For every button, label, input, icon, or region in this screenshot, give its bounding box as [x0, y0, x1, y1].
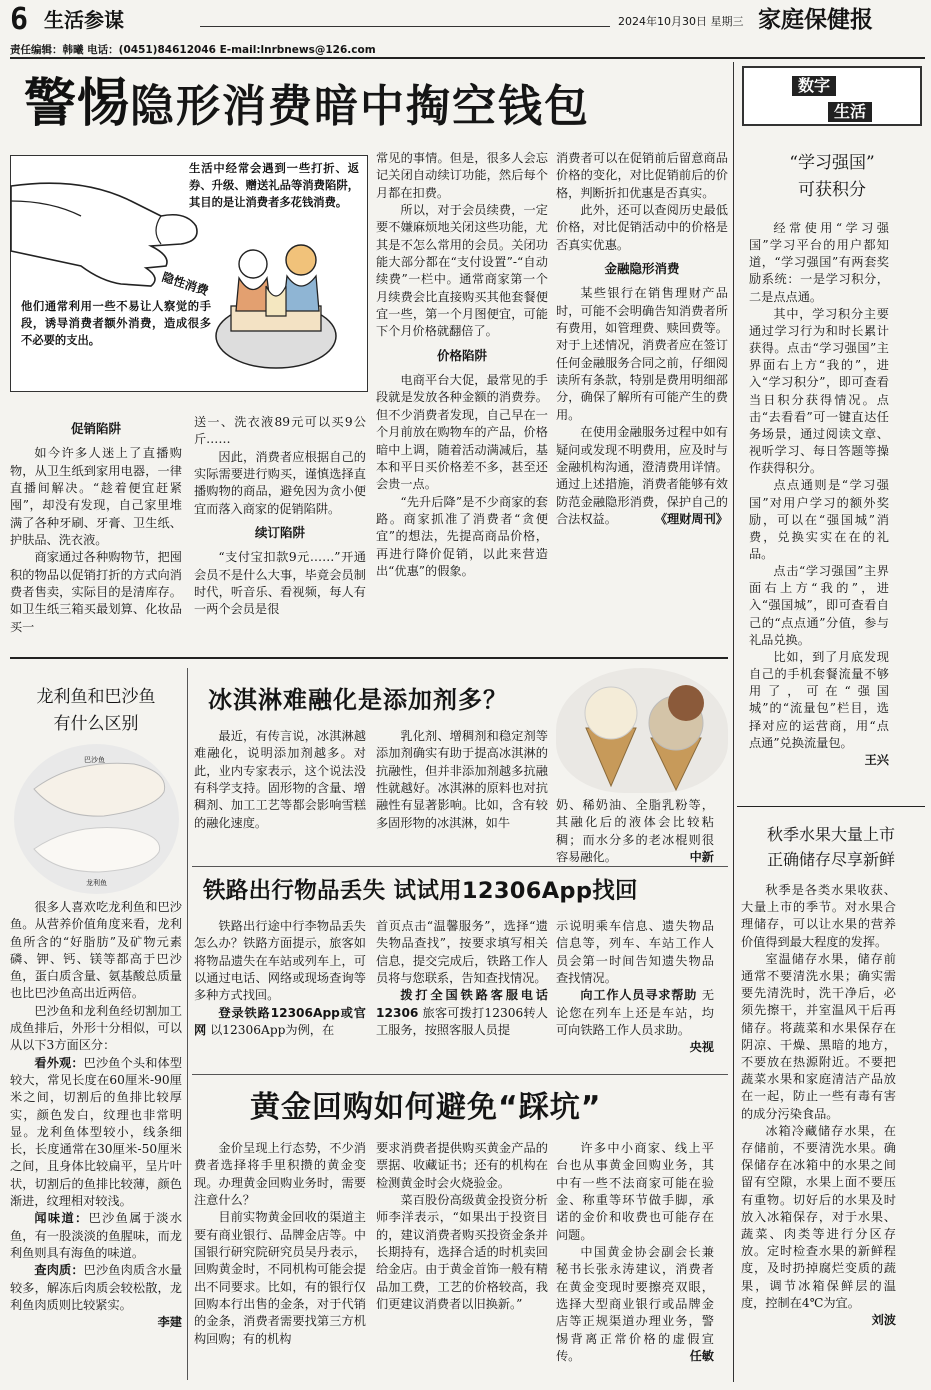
sidebar-tag-line1: 数字: [792, 76, 836, 96]
paragraph: 冰箱冷藏储存水果，在存储前，不要清洗水果。确保储存在冰箱中的水果之间留有空隙，水果上面不要压有重物。切好后的水果及时放入冰箱保存，对于水果、蔬菜、肉类等进行分区存放。定时检查水果的新鲜程度，及时扔掉腐烂变质的蔬果，调节冰箱保鲜层的温度，控制在4℃为宜。 刘波: [741, 1123, 896, 1312]
paragraph: 如今许多人迷上了直播购物，从卫生纸到家用电器，一律直播间解决。“趁着便宜赶紧囤”，却没有发现，自己家里堆满了各种牙刷、牙膏、卫生纸、护肤品、洗衣液。: [10, 446, 182, 548]
paragraph: 商家通过各种购物节，把囤积的物品以促销打折的方式向消费者售卖，实际目的是清库存。如卫生纸三箱买最划算、化妆品买一: [10, 550, 182, 634]
paragraph: 看外观：巴沙鱼个头和体型较大，常见长度在60厘米-90厘米之间，切割后的鱼排比较厚实，颜色发白，纹理也非常明显。龙利鱼体型较小，线条细长，长度通常在30厘米-50厘米之间，且身体比较扁平，呈片叶状，切割后的鱼排比较薄，颜色渐进，纹理相对较浅。: [10, 1055, 183, 1209]
paragraph: “支付宝扣款9元……”开通会员不是什么大事，毕竟会员制时代，听音乐、看视频，每人有一两个会员是很: [194, 550, 366, 617]
paragraph: 金价呈现上行态势，不少消费者选择将手里积攒的黄金变现。办理黄金回购业务时，需要注意什么？: [194, 1141, 366, 1208]
icecream-rule: [192, 866, 728, 867]
author: 李建: [157, 1315, 182, 1330]
paragraph: 最近，有传言说，冰淇淋越难融化，说明添加剂越多。对此，业内专家表示，这个说法没有科学支持。固形物的含量、增稠剂、加工工艺等都会影响雪糕的融化速度。: [194, 729, 366, 830]
railway-rule: [192, 1074, 728, 1075]
sidebar-divider: [733, 62, 734, 1382]
author: 央视: [689, 1040, 714, 1055]
paragraph: 因此，消费者应根据自己的实际需要进行购买，谨慎选择直播购物的商品，避免因为贪小便宜而落入商家的促销陷阱。: [194, 449, 366, 516]
paragraph: 巴沙鱼和龙利鱼经切割加工成鱼排后，外形十分相似，可以从以下3方面区分：: [10, 1003, 182, 1053]
section-name: 生活参谋: [44, 8, 124, 32]
paragraph: 闻味道：巴沙鱼属于淡水鱼，有一股淡淡的鱼腥味，而龙利鱼则具有海鱼的味道。: [10, 1211, 183, 1260]
paragraph: 登录铁路12306App或官网 以12306App为例，在: [194, 1005, 366, 1038]
railway-col-3: [556, 918, 714, 1068]
paragraph: 某些银行在销售理财产品时，可能不会明确告知消费者所有费用，如管理费、赎回费等。对于上述情况，消费者应在签订任何金融服务合同之前，仔细阅读所有条款，特别是费用明细部分，确保了解所有可能产生的费用。: [556, 286, 728, 422]
icecream-col-3: [556, 797, 714, 865]
header-date: 2024年10月30日 星期三: [618, 15, 744, 28]
page-number: 6: [10, 2, 29, 37]
paragraph: 常见的事情。但是，很多人会忘记关闭自动续订功能，然后每个月都在扣费。: [376, 151, 548, 200]
paper-name: 家庭保健报: [758, 6, 873, 33]
paragraph: 示说明乘车信息、遗失物品信息等，列车、车站工作人员会第一时间告知遗失物品查找情况。: [556, 919, 714, 986]
editor-line: 责任编辑：韩曦 电话：(0451)84612046 E-mail:lnrbnews@126.com: [10, 44, 376, 56]
railway-col-1: [194, 918, 366, 1068]
icecream-cones: [556, 668, 728, 793]
main-col-2: [194, 414, 366, 644]
fish-divider: [187, 668, 188, 1380]
main-col-3: [376, 150, 548, 644]
paragraph: 许多中小商家、线上平台也从事黄金回购业务，其中有一些不法商家可能在验金、称重等环节做手脚，承诺的金价和收费也可能存在问题。: [556, 1141, 714, 1242]
paragraph: 消费者可以在促销前后留意商品价格的变化，对比促销前后的价格，判断折扣优惠是否真实。: [556, 151, 728, 200]
paragraph: 比如，到了月底发现自己的手机套餐流量不够用了，可在“强国城”的“流量包”栏目，选择对应的运营商，用“点点通”兑换流量包。 王兴: [749, 649, 889, 752]
gold-col-1: [194, 1140, 366, 1380]
fruit-body: [741, 882, 896, 1382]
author: 任敏: [689, 1349, 714, 1364]
sidebar-rule: [737, 806, 925, 807]
paragraph: 点点通则是“学习强国”对用户学习的额外奖励，可以在“强国城”消费，兑换实实在在的礼品。: [749, 478, 889, 561]
paragraph: 所以，对于会员续费，一定要不嫌麻烦地关闭这些功能，尤其是不怎么常用的会员。关闭功能大部分都在“支付设置”-“自动续费”一栏中。通常商家第一个月续费会比直接购买其他套餐便宜一些，第一个月图便宜，可能下个月价格就翻倍了。: [376, 203, 548, 339]
cartoon-label: 隐性消费: [160, 269, 211, 299]
railway-col-2: [376, 918, 548, 1068]
author: 中新: [689, 850, 714, 865]
paragraph: 首页点击“温馨服务”，选择“遗失物品查找”，按要求填写相关信息，提交完成后，铁路工作人员将与您联系，告知查找情况。: [376, 919, 548, 986]
fish-body: [10, 899, 182, 1379]
main-title: 警惕隐形消费暗中掏空钱包: [24, 74, 591, 134]
sidebar-tag: [742, 66, 922, 126]
paragraph: 菜百股份高级黄金投资分析师李洋表示，“如果出于投资目的，建议消费者购买投资金条并长期持有，选择合适的时机卖回给金店。由于黄金首饰一般有精品加工费，工艺的价格较高，我们更建议消费者以旧换新。”: [376, 1193, 548, 1312]
sidebar-tag-line2: 生活: [828, 102, 872, 122]
paragraph: 乳化剂、增稠剂和稳定剂等添加剂确实有助于提高冰淇淋的抗融性，但并非添加剂越多抗融性就越好。冰淇淋的原料也对抗融性有显著影响。比如，含有较多固形物的冰淇淋，如牛: [376, 729, 548, 830]
paragraph: 点击“学习强国”主界面右上方“我的”，进入“强国城”，即可查看自己的“点点通”分值，参与礼品兑换。: [749, 564, 889, 647]
fish-photo: [14, 744, 179, 894]
paragraph: 经常使用“学习强国”学习平台的用户都知道，“学习强国”有两套奖励系统：一是学习积分，二是点点通。: [749, 221, 889, 304]
paragraph: 目前实物黄金回收的渠道主要有商业银行、品牌金店等。中国银行研究院研究员吴丹表示，回购黄金时，不同机构可能会提出不同要求。比如，有的银行仅回购本行出售的金条，对于代销的金条，消费者需要找第三方机构回购；有的机构: [194, 1210, 366, 1346]
paragraph: 查肉质：巴沙鱼肉质含水量较多，解冻后肉质会较松散，龙利鱼肉质则比较紧实。 李建: [10, 1262, 182, 1314]
gold-title: 黄金回购如何避免“踩坑”: [250, 1090, 602, 1125]
icecream-title: 冰淇淋难融化是添加剂多？: [208, 686, 508, 714]
fish-label-longli: 龙利鱼: [86, 879, 107, 887]
paragraph: 中国黄金协会副会长兼秘书长张永涛建议，消费者在黄金变现时要擦亮双眼，选择大型商业银行或品牌金店等正规渠道办理业务，警惕背离正常价格的虚假宣传。 任敏: [556, 1244, 714, 1365]
main-col-4: [556, 150, 728, 644]
author: 刘波: [871, 1313, 896, 1328]
subhead-renewal: 续订陷阱: [254, 525, 305, 541]
cartoon-caption-top: 生活中经常会遇到一些打折、返券、升级、赠送礼品等消费陷阱，其目的是让消费者多花钱消费。: [189, 162, 359, 209]
paragraph: 奶、稀奶油、全脂乳粉等，其融化后的液体会比较粘稠；而水分多的老冰棍则很容易融化。 中新: [556, 797, 714, 866]
paragraph: 铁路出行途中行李物品丢失怎么办？铁路方面提示，旅客如将物品遗失在车站或列车上，可以通过电话、网络或现场查询等多种方式找回。: [194, 919, 366, 1003]
gold-col-3: [556, 1140, 714, 1380]
railway-title: 铁路出行物品丢失 试试用12306App找回: [203, 878, 638, 904]
subhead-price: 价格陷阱: [436, 347, 487, 363]
icecream-col-2: [376, 728, 548, 858]
paragraph: 此外，还可以查阅历史最低价格，对比促销活动中的价格是否真实优惠。: [556, 203, 728, 252]
paragraph: 很多人喜欢吃龙利鱼和巴沙鱼。从营养价值角度来看，龙利鱼所含的“好脂肪”及矿物元素磷、钾、钙、镁等都高于巴沙鱼，蛋白质含量、氨基酸总质量也比巴沙鱼高出近两倍。: [10, 900, 182, 1001]
paragraph: 向工作人员寻求帮助 无论您在列车上还是车站，均可向铁路工作人员求助。 央视: [556, 987, 714, 1039]
fruit-title: 秋季水果大量上市 正确储存尽享新鲜: [766, 825, 895, 869]
paragraph: 拨打全国铁路客服电话12306 旅客可拨打12306转人工服务，按照客服人员提: [376, 988, 548, 1038]
fish-label-basha: 巴沙鱼: [84, 756, 105, 764]
paragraph: “先升后降”是不少商家的套路。商家抓准了消费者“贪便宜”的想法，先提高商品价格，再进行降价促销，以此来营造出“优惠”的假象。: [376, 494, 548, 578]
main-bottom-rule: [10, 657, 728, 659]
sidebar-body: [749, 220, 889, 800]
main-col-1: [10, 414, 182, 644]
paragraph: 送一、洗衣液89元可以买9公斤……: [194, 415, 366, 447]
cartoon-caption-bottom: 他们通常利用一些不易让人察觉的手段，诱导消费者额外消费，造成很多不必要的支出。: [21, 300, 211, 347]
paragraph: 要求消费者提供购买黄金产品的票据、收藏证书；还有的机构在检测黄金时会火烧验金。: [376, 1141, 548, 1190]
paragraph: 在使用金融服务过程中如有疑问或发现不明费用，应及时与金融机构沟通，澄清费用详情。通过上述措施，消费者能够有效防范金融隐形消费，保护自己的合法权益。 《理财周刊》: [556, 424, 728, 528]
subhead-promo: 促销陷阱: [70, 421, 121, 436]
paragraph: 其中，学习积分主要通过学习行为和时长累计获得。点击“学习强国”主界面右上方“我的”，进入“学习积分”，即可查看当日积分获得情况。点击“去看看”可一键直达任务场景，通过阅读文章、视听学习、每日答题等操作获得积分。: [749, 306, 889, 476]
fish-fillets: [14, 744, 179, 894]
subhead-finance: 金融隐形消费: [604, 261, 680, 277]
paragraph: 秋季是各类水果收获、大量上市的季节。对水果合理储存，可以让水果的营养价值得到最大程度的发挥。: [741, 883, 896, 949]
gold-col-2: [376, 1140, 548, 1380]
paragraph: 电商平台大促，最常见的手段就是发放各种金额的消费券。但不少消费者发现，自己早在一个月前放在购物车的产品，价格暗中上调，随着活动满减后，基本和平日买价格差不多，甚至还会贵一点。: [376, 373, 548, 492]
icecream-col-1: [194, 728, 366, 858]
header-line: [200, 26, 610, 27]
header-rule: [10, 57, 925, 59]
cartoon: [10, 155, 368, 392]
paragraph: 室温储存水果，储存前通常不要清洗水果；确实需要先清洗时，洗干净后，必须先擦干，并室温风干后再储存。将蔬菜和水果保存在阴凉、干燥、黑暗的地方，不要放在热源附近。不要把蔬菜水果和家庭清洁产品放在一起，防止一些有毒有害的成分污染食品。: [741, 951, 896, 1121]
fish-title: 龙利鱼和巴沙鱼 有什么区别: [36, 687, 156, 734]
sidebar-title: “学习强国” 可获积分: [789, 153, 875, 200]
author: 王兴: [864, 752, 889, 767]
source: 《理财周刊》: [654, 511, 728, 526]
icecream-photo: [556, 668, 728, 793]
